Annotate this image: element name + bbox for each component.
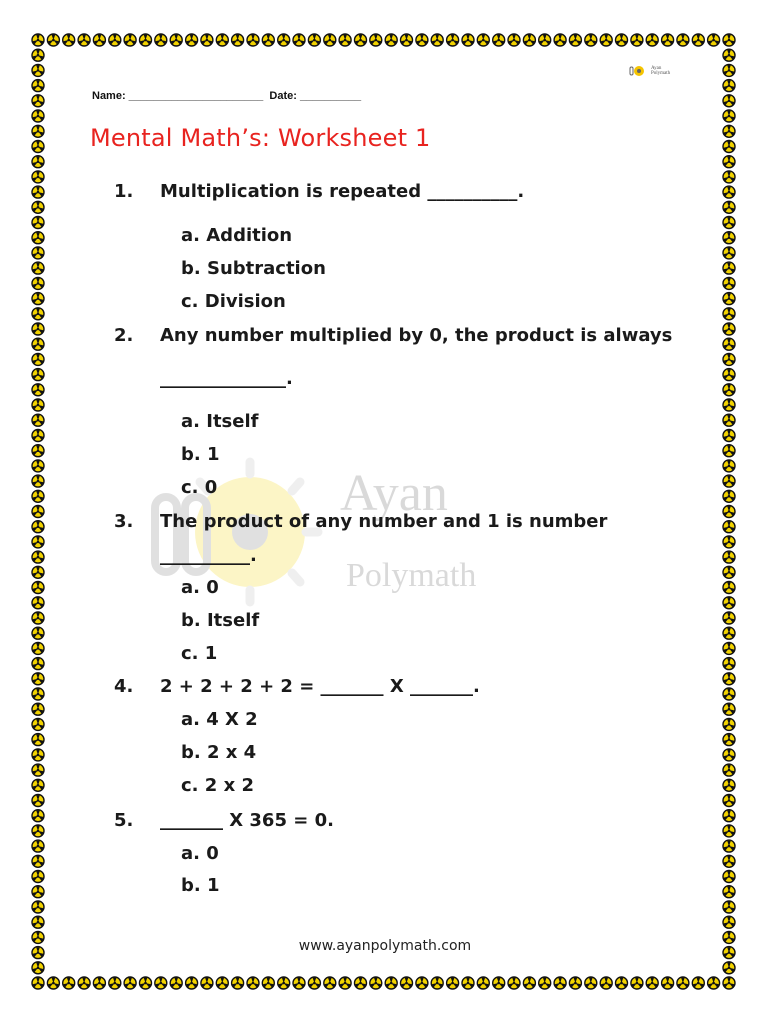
option-1c[interactable]: c. Division (181, 291, 286, 312)
name-date-line: Name: ______________________ Date: __________ (92, 90, 362, 102)
question-text: _______ X 365 = 0. (160, 810, 334, 831)
option-3c[interactable]: c. 1 (181, 643, 218, 664)
watermark-text-line2: Polymath (346, 557, 477, 594)
logo-icon (628, 64, 648, 78)
option-4c[interactable]: c. 2 x 2 (181, 775, 254, 796)
option-3a[interactable]: a. 0 (181, 577, 219, 598)
option-4a[interactable]: a. 4 X 2 (181, 709, 258, 730)
option-4b[interactable]: b. 2 x 4 (181, 742, 257, 763)
question-number: 1. (114, 181, 134, 202)
question-number: 2. (114, 325, 134, 346)
ayan-polymath-logo (628, 64, 679, 78)
worksheet-title: Mental Math’s: Worksheet 1 (90, 124, 431, 152)
option-2a[interactable]: a. Itself (181, 411, 259, 432)
option-1b[interactable]: b. Subtraction (181, 258, 326, 279)
question-text-continued: __________. (160, 545, 257, 566)
question-number: 4. (114, 676, 134, 697)
question-text: Multiplication is repeated __________. (160, 181, 525, 202)
option-3b[interactable]: b. Itself (181, 610, 260, 631)
logo-text-bottom: Polymath (651, 71, 671, 76)
watermark-text-line1: Ayan (340, 465, 448, 522)
option-2c[interactable]: c. 0 (181, 477, 218, 498)
option-2b[interactable]: b. 1 (181, 444, 220, 465)
question-text-continued: ______________. (160, 368, 293, 389)
option-1a[interactable]: a. Addition (181, 225, 293, 246)
option-5b[interactable]: b. 1 (181, 875, 220, 896)
question-text: 2 + 2 + 2 + 2 = _______ X _______. (160, 676, 480, 697)
question-text: The product of any number and 1 is number (160, 511, 608, 532)
question-number: 3. (114, 511, 134, 532)
footer-url[interactable]: www.ayanpolymath.com (298, 938, 472, 954)
option-5a[interactable]: a. 0 (181, 843, 219, 864)
question-text: Any number multiplied by 0, the product is always (160, 325, 673, 346)
logo-text-top: Ayan (651, 66, 662, 71)
question-number: 5. (114, 810, 134, 831)
